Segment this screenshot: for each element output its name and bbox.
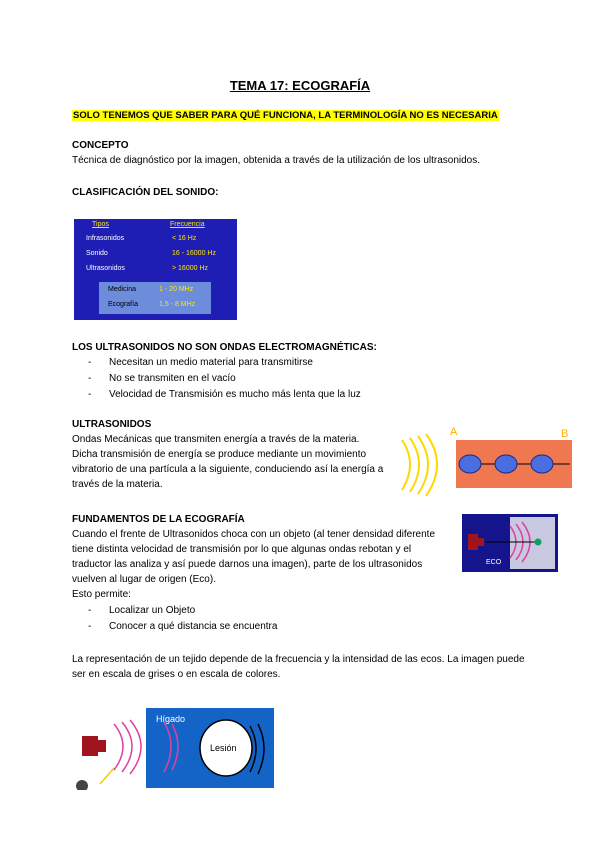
transducer: [82, 736, 98, 756]
particle: [495, 455, 517, 473]
text-line: Esto permite:: [72, 589, 131, 600]
clasificacion-heading: CLASIFICACIÓN DEL SONIDO:: [72, 187, 219, 198]
row-tipo: Ultrasonidos: [86, 265, 125, 272]
higado-lesion-figure: [74, 706, 278, 790]
wave-particles-figure: [398, 422, 578, 498]
representacion-text: [72, 652, 532, 682]
highlight-note: SOLO TENEMOS QUE SABER PARA QUÉ FUNCIONA, LA TERMINOLOGÍA NO ES NECESARIA: [73, 110, 498, 121]
sub-tipo: Ecografía: [108, 301, 138, 308]
medical-subtable: [99, 282, 211, 314]
no-electro-list: [88, 355, 361, 403]
text-line: traductor las analiza y así puede darnos una imagen), parte de los ultrasonidos: [72, 559, 423, 570]
particle: [531, 455, 553, 473]
list-item: - Conocer a qué distancia se encuentra: [88, 619, 277, 635]
list-item: - No se transmiten en el vacío: [88, 371, 361, 387]
concepto-heading: CONCEPTO: [72, 140, 129, 151]
row-freq: < 16 Hz: [172, 235, 197, 242]
higado-label: Hígado: [156, 714, 186, 724]
particle: [459, 455, 481, 473]
concepto-text: Técnica de diagnóstico por la imagen, obtenida a través de la utilización de los ultrasonidos.: [72, 155, 481, 166]
eco-figure: [462, 514, 558, 572]
row-tipo: Sonido: [86, 250, 108, 257]
text-line: tiene distinta velocidad de transmisión por lo que algunas ondas rebotan y el: [72, 544, 412, 555]
list-item: - Localizar un Objeto: [88, 603, 277, 619]
text-line: Ondas Mecánicas que transmiten energía a través de la materia.: [72, 434, 360, 445]
fundamentos-list: [88, 603, 277, 635]
text-line: vibratorio de una partícula a la siguiente, conduciendo así la energía a: [72, 464, 384, 475]
col-frecuencia: Frecuencia: [170, 221, 205, 228]
page-title: TEMA 17: ECOGRAFÍA: [229, 78, 371, 93]
text-line: ser en escala de grises o en escala de colores.: [72, 669, 281, 680]
no-electro-heading: LOS ULTRASONIDOS NO SON ONDAS ELECTROMAGNÉTICAS:: [72, 342, 377, 353]
label-a: A: [450, 426, 458, 438]
sub-freq: 1 - 20 MHz: [159, 286, 194, 293]
fundamentos-heading: FUNDAMENTOS DE LA ECOGRAFÍA: [72, 514, 245, 525]
col-tipos: Tipos: [92, 221, 109, 228]
label-b: B: [561, 428, 569, 440]
sub-freq: 1,5 - 8 MHz: [159, 301, 196, 308]
text-line: La representación de un tejido depende de la frecuencia y la intensidad de las ecos. La imagen puede: [72, 654, 525, 665]
list-item: - Velocidad de Transmisión es mucho más lenta que la luz: [88, 387, 361, 403]
sub-tipo: Medicina: [108, 286, 137, 293]
ultrasonidos-text: [72, 432, 402, 492]
text-line: vuelven al lugar de origen (Eco).: [72, 574, 216, 585]
row-tipo: Infrasonidos: [86, 235, 125, 242]
ultrasonidos-heading: ULTRASONIDOS: [72, 419, 152, 430]
transducer: [468, 534, 478, 550]
fundamentos-text: [72, 527, 462, 602]
row-freq: > 16000 Hz: [172, 265, 208, 272]
text-line: través de la materia.: [72, 479, 163, 490]
lesion-label: Lesión: [210, 743, 237, 753]
text-line: Cuando el frente de Ultrasonidos choca con un objeto (al tener densidad diferente: [72, 529, 436, 540]
eco-label: ECO: [486, 559, 502, 566]
sound-classification-table: [74, 219, 237, 320]
row-freq: 16 - 16000 Hz: [172, 250, 216, 257]
text-line: Dicha transmisión de energía se produce mediante un movimiento: [72, 449, 367, 460]
list-item: - Necesitan un medio material para transmitirse: [88, 355, 361, 371]
